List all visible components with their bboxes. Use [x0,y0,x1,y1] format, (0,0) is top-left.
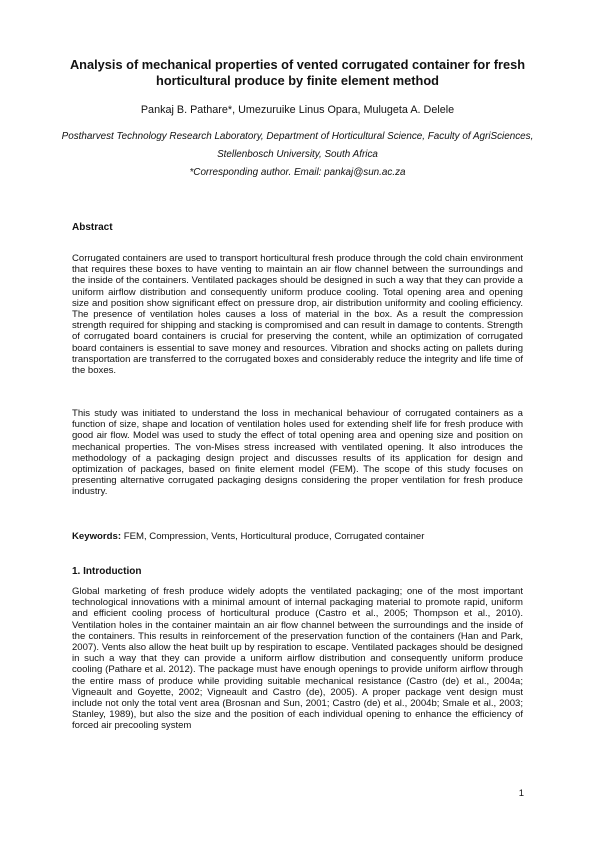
introduction-paragraph-1: Global marketing of fresh produce widely adopts the ventilated packaging; one of the most important technological innovations with a minimal amount of internal packaging material to promote rapid, uniform and efficient cooling process of horticultural produce (Castro et al., 2005; Thompson et al., 2010). Ventilation holes in the container maintain an air flow channel between the surroundings and the inside of the containers. This results in reinforcement of the preservation function of the containers (Han and Park, 2007). Vents also allow the heat built up by respiration to escape. Ventilated packages should be designed in such a way that they can provide a uniform airflow distribution and consequently uniform produce cooling (Pathare et al. 2012). The package must have enough openings to provide uniform airflow through the entire mass of produce while providing suitable mechanical resistance (Castro (de) et al., 2004a; Vigneault and Goyette, 2002; Vigneault and Castro (de), 2005). A proper package vent design must include not only the total vent area (Brosnan and Sun, 2001; Castro (de) et al., 2004b; Smale et al., 2003; Stanley, 1989), but also the size and the position of each individual opening to enhance the efficiency of forced air precooling system [72,586,523,732]
affiliation [60,128,535,182]
keywords-text: FEM, Compression, Vents, Horticultural produce, Corrugated container [121,531,425,542]
page-number: 1 [518,788,524,799]
abstract-paragraph-1: Corrugated containers are used to transport horticultural fresh produce through the cold chain environment that requires these boxes to have venting to maintain an air flow channel between the surroundings and the inside of the containers. Ventilated packages should be designed in such a way that they can provide a uniform airflow distribution and consequently uniform produce cooling. Total opening area and opening size and position show significant effect on pressure drop, air distribution uniformity and cooling efficiency. The presence of ventilation holes causes a loss of material in the box. As a result the compression strength required for shipping and stacking is compromised and can result in damage to contents. Strength of corrugated board containers is crucial for preserving the content, while an optimization of corrugated board containers is essential to save money and resources. Vibration and shocks acting on pallets during transportation are transferred to the corrugated boxes and considerably reduce the integrity and life time of the boxes. [72,253,523,377]
abstract-heading: Abstract [72,222,113,233]
author-list: Pankaj B. Pathare*, Umezuruike Linus Opara, Mulugeta A. Delele [140,104,455,116]
affiliation-text: Postharvest Technology Research Laboratory, Department of Horticultural Science, Faculty of AgriSciences, Stellenbosch University, South Africa [61,131,534,160]
introduction-heading: 1. Introduction [72,566,142,577]
paper-title: Analysis of mechanical properties of vented corrugated container for fresh horticultural produce by finite element method [69,57,526,88]
abstract-paragraph-2: This study was initiated to understand the loss in mechanical behaviour of corrugated containers as a function of size, shape and location of ventilation holes used for extending shelf life for fresh produce with good air flow. Model was used to study the effect of total opening area and opening size and position on mechanical properties. The von-Mises stress increased with ventilated opening. It also introduces the methodology of a packaging design project and discusses results of its application for design and optimization of packages, based on finite element model (FEM). The scope of this study focuses on presenting alternative corrugated packaging designs considering the proper ventilation for fresh produce industry. [72,408,523,498]
corresponding-author: *Corresponding author. Email: pankaj@sun.ac.za [189,167,406,178]
keywords-label: Keywords: [72,531,122,542]
keywords-line [72,531,523,543]
